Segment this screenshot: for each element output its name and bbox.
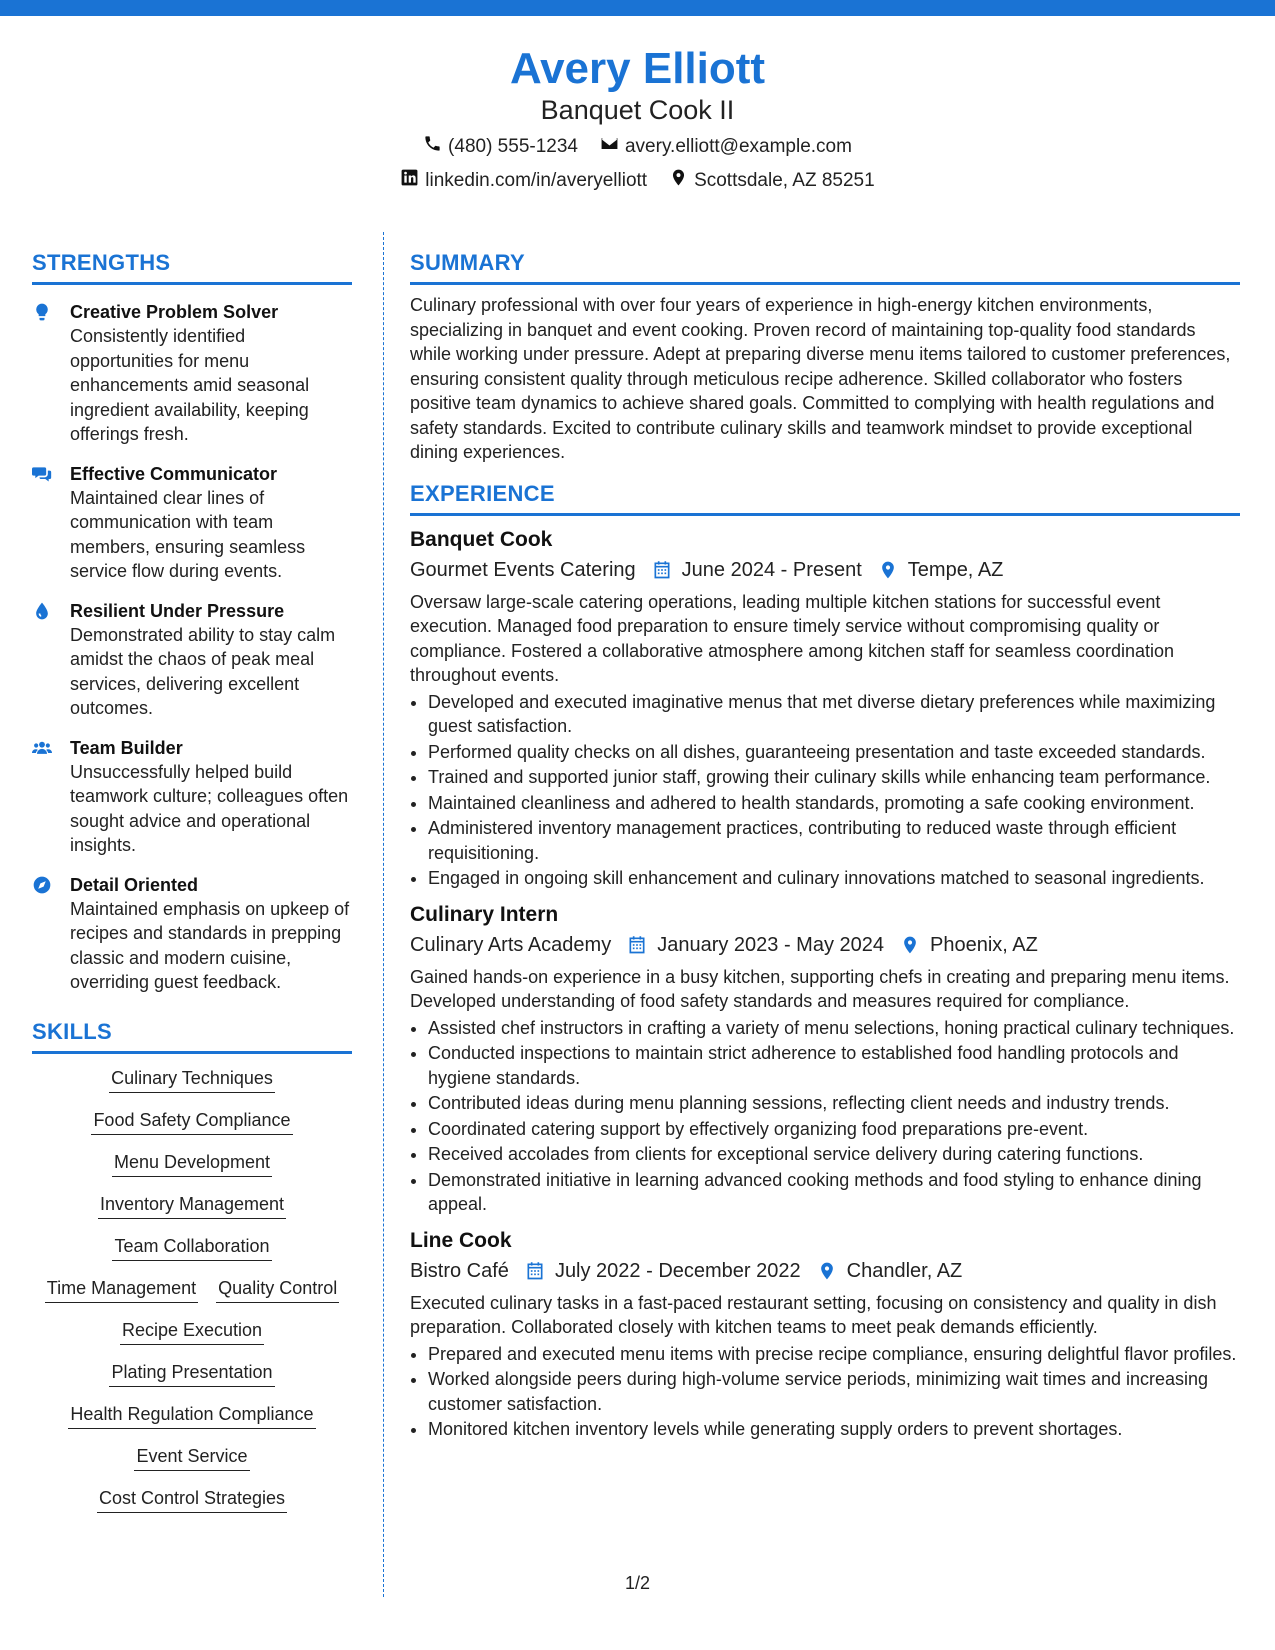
strength-desc: Consistently identified opportunities for menu enhancements amid seasonal ingredient availability, keeping offerings fresh. — [70, 326, 310, 444]
comments-icon — [32, 462, 70, 584]
compass-icon — [32, 873, 70, 995]
job-title: Culinary Intern — [410, 902, 559, 926]
skill-tag: Recipe Execution — [120, 1318, 264, 1345]
skill-tag: Team Collaboration — [112, 1234, 271, 1261]
phone-text: (480) 555-1234 — [448, 136, 578, 157]
job-dates: June 2024 - Present — [681, 558, 862, 581]
location-text: Scottsdale, AZ 85251 — [694, 170, 875, 191]
column-divider — [383, 232, 384, 1597]
job-meta — [410, 1257, 1240, 1285]
map-pin-icon — [669, 168, 688, 194]
candidate-name: Avery Elliott — [509, 44, 766, 93]
experience-heading: EXPERIENCE — [410, 479, 1240, 516]
summary-heading: SUMMARY — [410, 248, 1240, 285]
job-meta — [410, 556, 1240, 584]
envelope-icon — [600, 134, 619, 160]
skills-list — [32, 1066, 352, 1513]
calendar-icon — [525, 1261, 545, 1281]
job-company: Culinary Arts Academy — [410, 933, 612, 956]
skill-tag: Event Service — [134, 1444, 249, 1471]
job-location: Tempe, AZ — [907, 558, 1004, 581]
summary-text: Culinary professional with over four years of experience in high-energy kitchen environments, specializing in banquet and event cooking. Proven record of maintaining top-quality food standards while working under pressure. Adept at preparing diverse menu items tailored to customer preferences, ensuring consistent quality through meticulous recipe adherence. Skilled collaborator who fosters positive team dynamics to achieve shared goals. Committed to complying with health regulations and safety standards. Excited to contribute culinary skills and teamwork mindset to provide exceptional dining experiences. — [410, 295, 1231, 462]
lightbulb-icon — [32, 300, 70, 447]
phone-item[interactable] — [423, 134, 578, 160]
job-entry — [410, 901, 1240, 1217]
job-dates: July 2022 - December 2022 — [554, 1259, 801, 1282]
skill-tag: Inventory Management — [98, 1192, 286, 1219]
job-location: Phoenix, AZ — [930, 933, 1038, 956]
page-number: 1/2 — [624, 1573, 651, 1593]
strength-desc: Demonstrated ability to stay calm amidst the chaos of peak meal services, delivering excellent outcomes. — [70, 624, 336, 718]
left-column — [32, 248, 352, 1513]
job-bullet: • Prepared and executed menu items with precise recipe compliance, ensuring delightful flavor profiles. — [428, 1342, 1240, 1367]
skill-tag: Menu Development — [112, 1150, 272, 1177]
skill-tag: Cost Control Strategies — [97, 1486, 287, 1513]
job-description: Oversaw large-scale catering operations, leading multiple kitchen stations for successful event execution. Managed food preparation to ensure timely service without compromising quality or compliance. Fostered a collaborative atmosphere among kitchen staff for seamless coordination throughout events. — [410, 591, 1175, 685]
job-description: Gained hands-on experience in a busy kitchen, supporting chefs in creating and preparing menu items. Developed understanding of food safety standards and measures required for compliance. — [410, 966, 1230, 1011]
skill-tag: Time Management — [45, 1276, 198, 1303]
right-column — [410, 248, 1240, 1443]
job-bullet: • Demonstrated initiative in learning advanced cooking methods and food styling to enhance dining appeal. — [428, 1168, 1240, 1217]
skill-tag: Health Regulation Compliance — [68, 1402, 315, 1429]
job-company: Bistro Café — [410, 1259, 509, 1282]
job-bullet: • Maintained cleanliness and adhered to health standards, promoting a safe cooking environment. — [428, 791, 1240, 816]
map-pin-icon — [817, 1261, 837, 1281]
job-bullet: • Contributed ideas during menu planning sessions, reflecting client needs and industry trends. — [428, 1091, 1240, 1116]
job-entry — [410, 526, 1240, 891]
strength-name: Resilient Under Pressure — [70, 600, 285, 621]
job-entry — [410, 1227, 1240, 1442]
map-pin-icon — [878, 560, 898, 580]
job-bullet: • Coordinated catering support by effectively organizing food preparations pre-event. — [428, 1117, 1240, 1142]
job-bullets — [410, 1342, 1240, 1442]
map-pin-icon — [900, 935, 920, 955]
email-text: avery.elliott@example.com — [624, 136, 852, 157]
linkedin-text: linkedin.com/in/averyelliott — [425, 170, 648, 191]
job-bullet: • Worked alongside peers during high-volume service periods, minimizing wait times and increasing customer satisfaction. — [428, 1367, 1240, 1416]
strength-name: Effective Communicator — [70, 463, 278, 484]
strength-item — [32, 462, 352, 584]
job-bullet: • Trained and supported junior staff, growing their culinary skills while enhancing team performance. — [428, 765, 1240, 790]
job-bullet: • Conducted inspections to maintain strict adherence to established food handling protocols and hygiene standards. — [428, 1041, 1240, 1090]
skill-tag: Culinary Techniques — [109, 1066, 275, 1093]
job-company: Gourmet Events Catering — [410, 558, 636, 581]
job-description: Executed culinary tasks in a fast-paced restaurant setting, focusing on consistency and quality in dish preparation. Collaborated closely with kitchen teams to meet peak demands efficiently. — [410, 1292, 1217, 1337]
job-bullet: • Administered inventory management practices, contributing to reduced waste through efficient requisitioning. — [428, 816, 1240, 865]
resume-header — [0, 40, 1275, 194]
job-title: Banquet Cook — [410, 527, 553, 551]
location-item — [669, 168, 875, 194]
job-bullet: • Received accolades from clients for exceptional service delivery during catering functions. — [428, 1142, 1240, 1167]
strength-item — [32, 736, 352, 858]
job-dates: January 2023 - May 2024 — [657, 933, 885, 956]
strength-item — [32, 300, 352, 447]
strength-item — [32, 873, 352, 995]
job-bullet: • Assisted chef instructors in crafting a variety of menu selections, honing practical culinary techniques. — [428, 1016, 1240, 1041]
users-icon — [32, 736, 70, 858]
droplet-icon — [32, 599, 70, 721]
job-bullets — [410, 1016, 1240, 1217]
job-location: Chandler, AZ — [846, 1259, 963, 1282]
contact-row-1 — [0, 134, 1275, 160]
job-bullet: • Developed and executed imaginative menus that met diverse dietary preferences while maximizing guest satisfaction. — [428, 690, 1240, 739]
top-accent-bar — [0, 0, 1275, 16]
phone-icon — [423, 134, 442, 160]
strength-name: Creative Problem Solver — [70, 302, 279, 322]
email-item[interactable] — [600, 134, 852, 160]
job-meta — [410, 931, 1240, 959]
calendar-icon — [627, 935, 647, 955]
strength-name: Team Builder — [70, 737, 183, 758]
skills-heading: SKILLS — [32, 1017, 352, 1054]
skill-tag: Plating Presentation — [109, 1360, 274, 1387]
job-bullet: • Performed quality checks on all dishes, guaranteeing presentation and taste exceeded standards. — [428, 740, 1240, 765]
job-bullet: • Monitored kitchen inventory levels while generating supply orders to prevent shortages. — [428, 1417, 1240, 1442]
strength-name: Detail Oriented — [70, 874, 199, 895]
linkedin-item[interactable] — [400, 168, 647, 194]
strength-desc: Maintained clear lines of communication with team members, ensuring seamless service flow during events. — [70, 487, 306, 581]
strengths-heading: STRENGTHS — [32, 248, 352, 285]
job-bullets — [410, 690, 1240, 891]
linkedin-icon — [400, 168, 419, 194]
job-title: Line Cook — [410, 1228, 512, 1252]
job-bullet: • Engaged in ongoing skill enhancement and culinary innovations matched to seasonal ingredients. — [428, 866, 1240, 891]
calendar-icon — [652, 560, 672, 580]
strength-desc: Maintained emphasis on upkeep of recipes and standards in prepping classic and modern cuisine, overriding guest feedback. — [70, 898, 350, 992]
strength-desc: Unsuccessfully helped build teamwork culture; colleagues often sought advice and operational insights. — [70, 761, 349, 855]
contact-row-2 — [0, 168, 1275, 194]
skill-tag: Food Safety Compliance — [91, 1108, 292, 1135]
strength-item — [32, 599, 352, 721]
skill-tag: Quality Control — [216, 1276, 339, 1303]
candidate-title: Banquet Cook II — [540, 95, 735, 125]
